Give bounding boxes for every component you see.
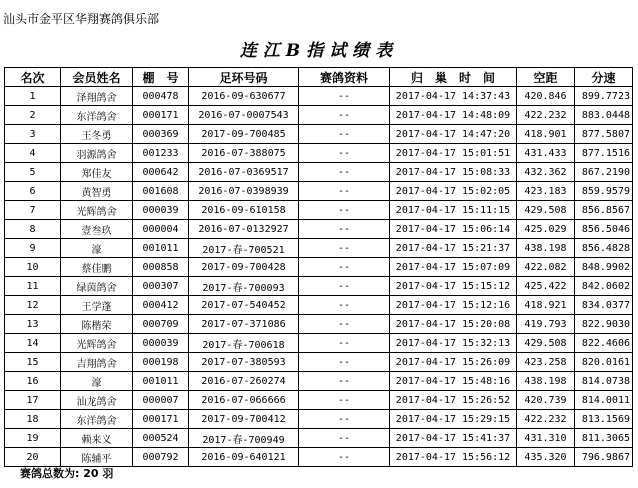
cell-member-name: 光辉鸽舍 <box>61 201 133 220</box>
cell-rank: 20 <box>5 448 61 467</box>
cell-loft-number: 000039 <box>133 201 189 220</box>
cell-ring-number: 2016-07-0007543 <box>189 106 299 125</box>
cell-pigeon-info: -- <box>299 353 390 372</box>
cell-distance: 438.198 <box>517 239 575 258</box>
cell-ring-number: 2017-07-540452 <box>189 296 299 315</box>
table-row <box>5 277 633 296</box>
cell-member-name: 东洋鸽舍 <box>61 106 133 125</box>
cell-member-name: 绿茵鸽舍 <box>61 277 133 296</box>
cell-loft-number: 000039 <box>133 334 189 353</box>
cell-loft-number: 000642 <box>133 163 189 182</box>
cell-speed: 883.0448 <box>575 106 633 125</box>
cell-pigeon-info: -- <box>299 258 390 277</box>
cell-loft-number: 001011 <box>133 372 189 391</box>
cell-pigeon-info: -- <box>299 239 390 258</box>
cell-distance: 429.508 <box>517 201 575 220</box>
cell-member-name: 吉翔鸽舍 <box>61 353 133 372</box>
cell-speed: 811.3065 <box>575 429 633 448</box>
cell-arrival-time: 2017-04-17 15:07:09 <box>390 258 517 277</box>
cell-rank: 11 <box>5 277 61 296</box>
cell-member-name: 濠 <box>61 372 133 391</box>
table-row <box>5 296 633 315</box>
cell-distance: 435.320 <box>517 448 575 467</box>
cell-distance: 432.362 <box>517 163 575 182</box>
cell-pigeon-info: -- <box>299 182 390 201</box>
cell-rank: 7 <box>5 201 61 220</box>
cell-loft-number: 000004 <box>133 220 189 239</box>
cell-rank: 12 <box>5 296 61 315</box>
cell-arrival-time: 2017-04-17 15:12:16 <box>390 296 517 315</box>
cell-speed: 822.4606 <box>575 334 633 353</box>
cell-rank: 10 <box>5 258 61 277</box>
table-row <box>5 353 633 372</box>
cell-pigeon-info: -- <box>299 277 390 296</box>
cell-distance: 420.739 <box>517 391 575 410</box>
cell-loft-number: 000171 <box>133 410 189 429</box>
total-count: 赛鸽总数为: 20 羽 <box>20 467 114 480</box>
cell-speed: 877.5807 <box>575 125 633 144</box>
cell-loft-number: 000858 <box>133 258 189 277</box>
cell-loft-number: 001608 <box>133 182 189 201</box>
cell-speed: 820.0161 <box>575 353 633 372</box>
header-ring-number: 足环号码 <box>189 68 299 87</box>
cell-arrival-time: 2017-04-17 15:26:09 <box>390 353 517 372</box>
header-loft-number: 棚 号 <box>133 68 189 87</box>
race-title: 连江B指试绩表 <box>239 41 399 61</box>
cell-rank: 2 <box>5 106 61 125</box>
cell-loft-number: 000007 <box>133 391 189 410</box>
cell-member-name: 蔡佳鹏 <box>61 258 133 277</box>
cell-distance: 431.310 <box>517 429 575 448</box>
cell-ring-number: 2017-07-380593 <box>189 353 299 372</box>
cell-rank: 5 <box>5 163 61 182</box>
cell-distance: 418.921 <box>517 296 575 315</box>
cell-speed: 899.7723 <box>575 87 633 106</box>
cell-rank: 8 <box>5 220 61 239</box>
table-row <box>5 163 633 182</box>
cell-ring-number: 2017-春-700618 <box>189 334 299 353</box>
table-row <box>5 410 633 429</box>
cell-ring-number: 2016-09-640121 <box>189 448 299 467</box>
cell-pigeon-info: -- <box>299 429 390 448</box>
table-row <box>5 391 633 410</box>
cell-loft-number: 000307 <box>133 277 189 296</box>
table-row <box>5 182 633 201</box>
cell-loft-number: 000369 <box>133 125 189 144</box>
cell-arrival-time: 2017-04-17 15:20:08 <box>390 315 517 334</box>
cell-loft-number: 000709 <box>133 315 189 334</box>
cell-rank: 18 <box>5 410 61 429</box>
header-arrival-time: 归 巢 时 间 <box>390 68 517 87</box>
cell-rank: 13 <box>5 315 61 334</box>
cell-distance: 420.846 <box>517 87 575 106</box>
cell-rank: 3 <box>5 125 61 144</box>
cell-rank: 6 <box>5 182 61 201</box>
cell-pigeon-info: -- <box>299 87 390 106</box>
cell-distance: 419.793 <box>517 315 575 334</box>
cell-ring-number: 2016-09-630677 <box>189 87 299 106</box>
cell-distance: 423.183 <box>517 182 575 201</box>
cell-speed: 842.0602 <box>575 277 633 296</box>
cell-speed: 856.4828 <box>575 239 633 258</box>
cell-loft-number: 001233 <box>133 144 189 163</box>
cell-arrival-time: 2017-04-17 15:15:12 <box>390 277 517 296</box>
cell-speed: 877.1516 <box>575 144 633 163</box>
table-row <box>5 125 633 144</box>
table-row <box>5 144 633 163</box>
cell-ring-number: 2017-07-371086 <box>189 315 299 334</box>
cell-pigeon-info: -- <box>299 315 390 334</box>
table-row <box>5 220 633 239</box>
cell-ring-number: 2016-07-0398939 <box>189 182 299 201</box>
cell-speed: 796.9867 <box>575 448 633 467</box>
cell-arrival-time: 2017-04-17 14:47:20 <box>390 125 517 144</box>
cell-pigeon-info: -- <box>299 372 390 391</box>
cell-rank: 15 <box>5 353 61 372</box>
cell-member-name: 濠 <box>61 239 133 258</box>
cell-ring-number: 2016-07-0132927 <box>189 220 299 239</box>
cell-speed: 814.0011 <box>575 391 633 410</box>
cell-pigeon-info: -- <box>299 163 390 182</box>
cell-distance: 431.433 <box>517 144 575 163</box>
cell-member-name: 壹叁玖 <box>61 220 133 239</box>
table-row <box>5 372 633 391</box>
header-member-name: 会员姓名 <box>61 68 133 87</box>
cell-ring-number: 2016-07-260274 <box>189 372 299 391</box>
cell-loft-number: 000171 <box>133 106 189 125</box>
cell-speed: 813.1569 <box>575 410 633 429</box>
table-row <box>5 87 633 106</box>
cell-arrival-time: 2017-04-17 15:29:15 <box>390 410 517 429</box>
cell-member-name: 王学蓬 <box>61 296 133 315</box>
cell-arrival-time: 2017-04-17 15:41:37 <box>390 429 517 448</box>
cell-speed: 822.9030 <box>575 315 633 334</box>
cell-rank: 4 <box>5 144 61 163</box>
cell-ring-number: 2017-09-700485 <box>189 125 299 144</box>
cell-rank: 14 <box>5 334 61 353</box>
cell-distance: 438.198 <box>517 372 575 391</box>
cell-arrival-time: 2017-04-17 14:37:43 <box>390 87 517 106</box>
cell-pigeon-info: -- <box>299 334 390 353</box>
cell-rank: 9 <box>5 239 61 258</box>
cell-loft-number: 000412 <box>133 296 189 315</box>
cell-arrival-time: 2017-04-17 15:26:52 <box>390 391 517 410</box>
cell-arrival-time: 2017-04-17 15:01:51 <box>390 144 517 163</box>
cell-speed: 834.0377 <box>575 296 633 315</box>
cell-distance: 429.508 <box>517 334 575 353</box>
table-row <box>5 106 633 125</box>
cell-member-name: 陈楷荣 <box>61 315 133 334</box>
cell-arrival-time: 2017-04-17 15:11:15 <box>390 201 517 220</box>
cell-ring-number: 2016-09-610158 <box>189 201 299 220</box>
cell-distance: 423.258 <box>517 353 575 372</box>
cell-pigeon-info: -- <box>299 448 390 467</box>
cell-distance: 422.232 <box>517 106 575 125</box>
cell-arrival-time: 2017-04-17 14:48:09 <box>390 106 517 125</box>
cell-distance: 425.422 <box>517 277 575 296</box>
cell-pigeon-info: -- <box>299 125 390 144</box>
cell-pigeon-info: -- <box>299 144 390 163</box>
cell-speed: 859.9579 <box>575 182 633 201</box>
cell-loft-number: 000198 <box>133 353 189 372</box>
cell-ring-number: 2017-春-700521 <box>189 239 299 258</box>
table-row <box>5 448 633 467</box>
cell-member-name: 光辉鸽舍 <box>61 334 133 353</box>
cell-distance: 422.232 <box>517 410 575 429</box>
cell-arrival-time: 2017-04-17 15:48:16 <box>390 372 517 391</box>
cell-arrival-time: 2017-04-17 15:06:14 <box>390 220 517 239</box>
cell-speed: 856.8567 <box>575 201 633 220</box>
header-distance: 空距 <box>517 68 575 87</box>
cell-ring-number: 2016-07-388075 <box>189 144 299 163</box>
cell-loft-number: 000524 <box>133 429 189 448</box>
header-speed: 分速 <box>575 68 633 87</box>
cell-pigeon-info: -- <box>299 296 390 315</box>
cell-member-name: 赖来义 <box>61 429 133 448</box>
cell-pigeon-info: -- <box>299 410 390 429</box>
cell-pigeon-info: -- <box>299 201 390 220</box>
cell-member-name: 羽源鸽舍 <box>61 144 133 163</box>
cell-speed: 848.9902 <box>575 258 633 277</box>
table-header-row <box>5 68 633 87</box>
cell-arrival-time: 2017-04-17 15:21:37 <box>390 239 517 258</box>
cell-ring-number: 2017-09-700412 <box>189 410 299 429</box>
club-name: 汕头市金平区华翔赛鸽俱乐部 <box>3 12 160 26</box>
header-rank: 名次 <box>5 68 61 87</box>
cell-ring-number: 2017-09-700428 <box>189 258 299 277</box>
cell-arrival-time: 2017-04-17 15:08:33 <box>390 163 517 182</box>
header-pigeon-info: 赛鸽资料 <box>299 68 390 87</box>
cell-pigeon-info: -- <box>299 391 390 410</box>
cell-loft-number: 000478 <box>133 87 189 106</box>
cell-ring-number: 2016-07-066666 <box>189 391 299 410</box>
cell-member-name: 汕龙鸽舍 <box>61 391 133 410</box>
cell-arrival-time: 2017-04-17 15:02:05 <box>390 182 517 201</box>
cell-arrival-time: 2017-04-17 15:56:12 <box>390 448 517 467</box>
cell-speed: 867.2190 <box>575 163 633 182</box>
cell-rank: 16 <box>5 372 61 391</box>
results-table <box>4 67 633 467</box>
cell-rank: 19 <box>5 429 61 448</box>
table-row <box>5 201 633 220</box>
cell-ring-number: 2017-春-700093 <box>189 277 299 296</box>
cell-rank: 1 <box>5 87 61 106</box>
cell-member-name: 陈辅平 <box>61 448 133 467</box>
table-row <box>5 239 633 258</box>
table-row <box>5 334 633 353</box>
table-row <box>5 258 633 277</box>
cell-loft-number: 000792 <box>133 448 189 467</box>
cell-rank: 17 <box>5 391 61 410</box>
cell-distance: 425.029 <box>517 220 575 239</box>
cell-distance: 422.082 <box>517 258 575 277</box>
cell-loft-number: 001011 <box>133 239 189 258</box>
cell-ring-number: 2016-07-0369517 <box>189 163 299 182</box>
cell-member-name: 东洋鸽舍 <box>61 410 133 429</box>
cell-arrival-time: 2017-04-17 15:32:13 <box>390 334 517 353</box>
cell-member-name: 泽翔鸽舍 <box>61 87 133 106</box>
cell-member-name: 王冬勇 <box>61 125 133 144</box>
cell-member-name: 黄智勇 <box>61 182 133 201</box>
cell-speed: 856.5046 <box>575 220 633 239</box>
cell-pigeon-info: -- <box>299 220 390 239</box>
cell-distance: 418.901 <box>517 125 575 144</box>
cell-ring-number: 2017-春-700949 <box>189 429 299 448</box>
table-row <box>5 315 633 334</box>
cell-pigeon-info: -- <box>299 106 390 125</box>
cell-speed: 814.0738 <box>575 372 633 391</box>
table-row <box>5 429 633 448</box>
cell-member-name: 郑佳友 <box>61 163 133 182</box>
